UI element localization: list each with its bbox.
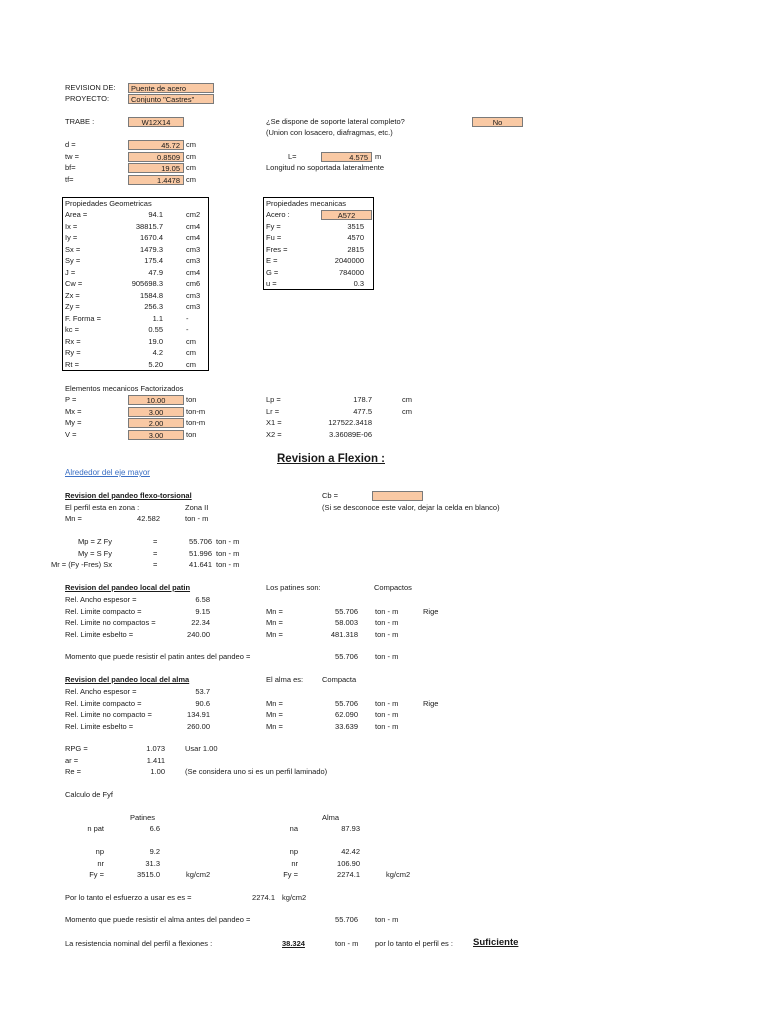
fyf-web-value: 87.93 (341, 824, 360, 833)
fyf-flange-value: 3515.0 (137, 870, 160, 879)
mech-prop-label: u = (266, 279, 277, 288)
moment-value: 55.706 (189, 537, 212, 546)
factored-elements-title: Elementos mecanicos Factorizados (65, 384, 184, 393)
alma-mn-label: Mn = (266, 721, 283, 731)
factored-field[interactable]: 10.00 (128, 395, 184, 405)
patin-mn-unit: ton - m (375, 606, 399, 616)
alma-mn-value: 55.706 (335, 698, 358, 708)
geometric-properties-title: Propiedades Geometricas (65, 199, 152, 208)
factor-value: 1.00 (150, 767, 165, 776)
length-param-value: 178.7 (353, 395, 372, 404)
alma-mn-label: Mn = (266, 710, 283, 719)
length-label: L= (288, 152, 297, 161)
nominal-resistance-value: 38.324 (282, 939, 305, 948)
factored-unit: ton-m (186, 406, 206, 416)
web-moment-value: 55.706 (335, 915, 358, 924)
factor-label: Re = (65, 767, 82, 776)
cb-field[interactable] (372, 491, 423, 501)
revision-label: REVISION DE: (65, 83, 116, 92)
geom-prop-unit: - (186, 313, 189, 323)
geom-prop-label: F. Forma = (65, 313, 102, 323)
dim-label: bf= (65, 163, 76, 172)
lateral-support-question: ¿Se dispone de soporte lateral completo? (266, 117, 405, 126)
project-label: PROYECTO: (65, 94, 110, 103)
length-param-label: Lp = (266, 395, 281, 404)
dim-label: d = (65, 140, 76, 149)
patin-ratio-value: 6.58 (195, 595, 210, 604)
moment-unit: ton - m (216, 560, 240, 569)
web-status-label: El alma es: (266, 675, 304, 684)
factored-label: My = (65, 418, 82, 427)
geom-prop-unit: cm4 (186, 267, 201, 277)
dim-field[interactable]: 19.05 (128, 163, 184, 173)
length-unit: m (375, 152, 382, 161)
mech-prop-label: G = (266, 267, 279, 277)
factor-note: Usar 1.00 (185, 744, 218, 753)
zone-value: Zona II (185, 503, 209, 512)
geom-prop-unit: cm3 (186, 244, 201, 254)
alma-ratio-label: Rel. Limite compacto = (65, 698, 142, 708)
factored-field[interactable]: 2.00 (128, 418, 184, 428)
patin-ratio-value: 9.15 (195, 606, 210, 616)
web-section-title: Revision del pandeo local del alma (65, 675, 190, 684)
major-axis-link[interactable]: Alrededor del eje mayor (65, 468, 150, 477)
geom-prop-label: kc = (65, 325, 79, 334)
dim-unit: cm (186, 151, 196, 161)
conclusion-label: por lo tanto el perfil es : (375, 939, 453, 948)
stress-unit: kg/cm2 (282, 893, 307, 902)
patin-mn-label: Mn = (266, 606, 283, 616)
geom-prop-label: Rx = (65, 336, 81, 346)
alma-mn-label: Mn = (266, 698, 283, 708)
length-field[interactable]: 4.575 (321, 152, 372, 162)
factor-value: 1.073 (146, 744, 165, 753)
lateral-support-field[interactable]: No (472, 117, 523, 127)
fyf-flange-label: n pat (87, 824, 104, 833)
mn-unit: ton - m (185, 514, 209, 523)
factored-label: V = (65, 429, 77, 439)
geom-prop-unit: cm4 (186, 221, 201, 231)
dim-field[interactable]: 45.72 (128, 140, 184, 150)
patin-mn-unit: ton - m (375, 618, 399, 627)
web-moment-label: Momento que puede resistir el alma antes del pandeo = (65, 915, 251, 924)
length-param-label: X1 = (266, 418, 282, 427)
geom-prop-unit: cm3 (186, 256, 201, 265)
flexion-title: Revision a Flexion : (277, 453, 385, 465)
alma-mn-unit: ton - m (375, 710, 399, 719)
stress-label: Por lo tanto el esfuerzo a usar es es = (65, 893, 192, 902)
project-field[interactable]: Conjunto "Castres" (128, 94, 214, 104)
patin-mn-label: Mn = (266, 629, 283, 639)
factored-unit: ton (186, 429, 197, 439)
fyf-web-value: 106.90 (337, 858, 360, 868)
geom-prop-label: Sy = (65, 256, 81, 265)
geom-prop-unit: - (186, 325, 189, 334)
geom-prop-value: 1479.3 (140, 244, 163, 254)
geom-prop-label: Rt = (65, 359, 79, 369)
length-param-unit: cm (402, 395, 412, 404)
geom-prop-value: 94.1 (148, 210, 163, 219)
geom-prop-label: Ry = (65, 348, 81, 357)
geom-prop-label: Ix = (65, 221, 78, 231)
patin-mn-value: 55.706 (335, 606, 358, 616)
flange-moment-value: 55.706 (335, 652, 358, 661)
fyf-flange-value: 6.6 (149, 824, 160, 833)
alma-mn-unit: ton - m (375, 698, 399, 708)
fyf-web-value: 2274.1 (337, 870, 360, 879)
geom-prop-value: 1584.8 (140, 290, 163, 300)
factored-field[interactable]: 3.00 (128, 407, 184, 417)
alma-ratio-value: 260.00 (187, 721, 210, 731)
mechanical-properties-title: Propiedades mecanicas (266, 199, 347, 208)
fyf-flange-unit: kg/cm2 (186, 870, 211, 879)
ftb-section-title: Revision del pandeo flexo-torsional (65, 491, 192, 500)
fyf-flange-label: np (95, 847, 104, 856)
mn-value: 42.582 (137, 514, 160, 523)
trabe-field[interactable]: W12X14 (128, 117, 184, 127)
dim-field[interactable]: 0.8509 (128, 152, 184, 162)
moment-equals: = (153, 560, 158, 569)
fyf-flange-value: 9.2 (149, 847, 160, 856)
patin-governs-note: Rige (423, 606, 439, 616)
mech-prop-value: 2815 (347, 244, 364, 254)
length-param-value: 3.36089E-06 (329, 429, 372, 439)
factored-field[interactable]: 3.00 (128, 430, 184, 440)
geom-prop-value: 905698.3 (131, 279, 163, 288)
geom-prop-unit: cm (186, 359, 196, 369)
length-param-label: Lr = (266, 406, 280, 416)
flange-status-label: Los patines son: (266, 583, 321, 592)
alma-mn-value: 62.090 (335, 710, 358, 719)
geom-prop-unit: cm2 (186, 210, 201, 219)
patin-mn-label: Mn = (266, 618, 283, 627)
patin-ratio-label: Rel. Limite compacto = (65, 606, 142, 616)
geom-prop-unit: cm3 (186, 302, 201, 311)
factor-note: (Se considera uno si es un perfil laminado) (185, 767, 328, 776)
patin-ratio-label: Rel. Ancho espesor = (65, 595, 137, 604)
alma-ratio-value: 53.7 (195, 687, 210, 696)
patin-mn-value: 58.003 (335, 618, 358, 627)
geom-prop-value: 4.2 (152, 348, 163, 357)
alma-ratio-value: 134.91 (187, 710, 210, 719)
fyf-title: Calculo de Fyf (65, 790, 113, 799)
patin-ratio-value: 240.00 (187, 629, 210, 639)
moment-unit: ton - m (216, 537, 240, 546)
mech-prop-value: 3515 (347, 221, 364, 231)
mech-prop-value: 4570 (347, 233, 364, 242)
factored-unit: ton (186, 395, 197, 404)
mech-prop-value: 0.3 (353, 279, 364, 288)
length-param-unit: cm (402, 406, 412, 416)
fyf-flange-value: 31.3 (145, 858, 160, 868)
flange-moment-label: Momento que puede resistir el patin antes del pandeo = (65, 652, 251, 661)
factor-label: ar = (65, 755, 79, 765)
geom-prop-label: Zy = (65, 302, 80, 311)
geom-prop-label: J = (65, 267, 76, 277)
geom-prop-label: Sx = (65, 244, 81, 254)
steel-grade-field[interactable]: A572 (321, 210, 372, 220)
geom-prop-label: Cw = (65, 279, 83, 288)
alma-ratio-value: 90.6 (195, 698, 210, 708)
geom-prop-label: Iy = (65, 233, 78, 242)
dim-unit: cm (186, 174, 196, 184)
moment-label: Mp = Z Fy (78, 537, 112, 546)
geom-prop-label: Area = (65, 210, 88, 219)
web-status-value: Compacta (322, 675, 357, 684)
factored-label: Mx = (65, 406, 82, 416)
alma-mn-unit: ton - m (375, 721, 399, 731)
patin-mn-unit: ton - m (375, 629, 399, 639)
fyf-web-label: Alma (322, 813, 340, 822)
fyf-flange-label: Fy = (89, 870, 104, 879)
geom-prop-value: 19.0 (148, 336, 163, 346)
geom-prop-unit: cm (186, 336, 196, 346)
fyf-web-value: 42.42 (341, 847, 360, 856)
geom-prop-value: 38815.7 (135, 221, 163, 231)
mech-prop-value: 784000 (338, 267, 364, 277)
geom-prop-value: 47.9 (148, 267, 163, 277)
dim-label: tw = (65, 151, 79, 161)
flange-section-title: Revision del pandeo local del patin (65, 583, 191, 592)
steel-label: Acero : (266, 210, 290, 219)
fyf-web-unit: kg/cm2 (386, 870, 411, 879)
cb-note: (Si se desconoce este valor, dejar la celda en blanco) (322, 503, 500, 512)
fyf-flange-label: nr (97, 858, 104, 868)
fyf-flanges-label: Patines (130, 813, 156, 822)
nominal-resistance-unit: ton - m (335, 939, 359, 948)
mech-prop-label: Fres = (266, 244, 288, 254)
geom-prop-value: 5.20 (148, 359, 163, 369)
geom-prop-value: 0.55 (148, 325, 163, 334)
lateral-support-note: (Union con losacero, diafragmas, etc.) (266, 128, 393, 137)
alma-mn-value: 33.639 (335, 721, 358, 731)
fyf-web-label: np (289, 847, 298, 856)
mech-prop-label: Fu = (266, 233, 282, 242)
geom-prop-value: 1670.4 (140, 233, 163, 242)
length-param-value: 477.5 (353, 406, 372, 416)
geom-prop-unit: cm6 (186, 279, 201, 288)
moment-unit: ton - m (216, 548, 240, 558)
flange-status-value: Compactos (374, 583, 412, 592)
factored-unit: ton-m (186, 418, 206, 427)
web-moment-unit: ton - m (375, 915, 399, 924)
moment-value: 41.641 (189, 560, 212, 569)
length-description: Longitud no soportada lateralmente (266, 163, 385, 172)
factor-value: 1.411 (146, 755, 165, 765)
mech-prop-label: E = (266, 256, 278, 265)
revision-field[interactable]: Puente de acero (128, 83, 214, 93)
alma-ratio-label: Rel. Ancho espesor = (65, 687, 137, 696)
moment-value: 51.996 (189, 548, 212, 558)
nominal-resistance-label: La resistencia nominal del perfil a flexiones : (65, 939, 213, 948)
geom-prop-unit: cm (186, 348, 196, 357)
patin-ratio-label: Rel. Limite esbelto = (65, 629, 134, 639)
alma-ratio-label: Rel. Limite no compacto = (65, 710, 152, 719)
factored-label: P = (65, 395, 77, 404)
moment-equals: = (153, 548, 158, 558)
dim-field[interactable]: 1.4478 (128, 175, 184, 185)
dim-unit: cm (186, 140, 196, 149)
cb-label: Cb = (322, 491, 339, 500)
alma-governs-note: Rige (423, 698, 439, 708)
moment-equals: = (153, 537, 158, 546)
patin-mn-value: 481.318 (330, 629, 358, 639)
patin-ratio-label: Rel. Limite no compactos = (65, 618, 156, 627)
geom-prop-unit: cm3 (186, 290, 201, 300)
geom-prop-label: Zx = (65, 290, 80, 300)
moment-label: My = S Fy (78, 548, 112, 558)
length-param-value: 127522.3418 (328, 418, 372, 427)
fyf-web-label: na (289, 824, 298, 833)
conclusion-value: Suficiente (473, 937, 519, 948)
dim-label: tf= (65, 174, 74, 184)
zone-label: El perfil esta en zona : (65, 503, 140, 512)
geom-prop-unit: cm4 (186, 233, 201, 242)
geom-prop-value: 1.1 (152, 313, 163, 323)
stress-value: 2274.1 (252, 893, 275, 902)
patin-ratio-value: 22.34 (191, 618, 210, 627)
mech-prop-label: Fy = (266, 221, 281, 231)
geom-prop-value: 256.3 (144, 302, 163, 311)
fyf-web-label: nr (291, 858, 298, 868)
mech-prop-value: 2040000 (334, 256, 364, 265)
flange-moment-unit: ton - m (375, 652, 399, 661)
length-param-label: X2 = (266, 429, 282, 439)
trabe-label: TRABE : (65, 117, 95, 126)
fyf-web-label: Fy = (283, 870, 298, 879)
mn-label: Mn = (65, 514, 82, 523)
alma-ratio-label: Rel. Limite esbelto = (65, 721, 134, 731)
factor-label: RPG = (65, 744, 88, 753)
geom-prop-value: 175.4 (144, 256, 163, 265)
dim-unit: cm (186, 163, 196, 172)
moment-label: Mr = (Fy -Fres) Sx (50, 560, 112, 569)
